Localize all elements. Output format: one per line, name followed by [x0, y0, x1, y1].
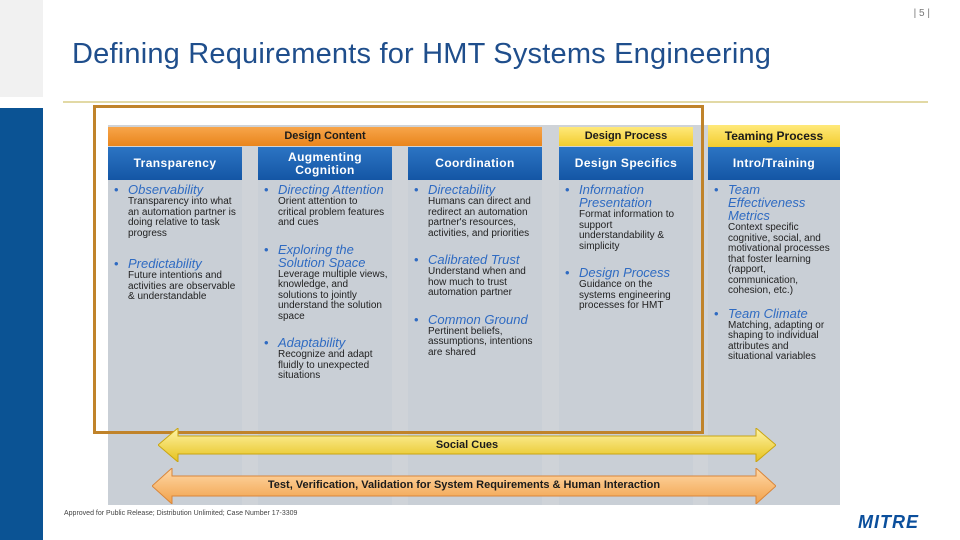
bullet-icon: •: [565, 265, 570, 280]
column-heading: Intro/Training: [708, 147, 840, 180]
item-title: Exploring the Solution Space: [278, 241, 366, 270]
item-title: Observability: [128, 182, 204, 197]
item-title: Adaptability: [278, 335, 346, 350]
item-description: Understand when and how much to trust automation partner: [428, 266, 526, 298]
header-design-process: Design Process: [559, 127, 693, 146]
bullet-icon: •: [264, 335, 269, 350]
bullet-icon: •: [414, 311, 419, 327]
design-content-highlight-box: [93, 105, 704, 434]
item-description: Orient attention to critical problem features and cues: [278, 196, 385, 228]
release-note: Approved for Public Release; Distribution Unlimited; Case Number 17-3309: [64, 510, 298, 517]
mitre-logo: MITRE: [858, 512, 919, 532]
column-heading: Augmenting Cognition: [258, 147, 392, 180]
bullet-icon: •: [264, 182, 269, 197]
sidebar-blue-bar: [0, 108, 43, 540]
title-divider: [63, 101, 928, 103]
item-title: Directability: [428, 182, 496, 197]
bullet-icon: •: [714, 305, 719, 321]
item-title: Predictability: [128, 256, 202, 271]
bullet-icon: •: [414, 182, 419, 197]
column-heading: Design Specifics: [559, 147, 693, 180]
social-cues-arrow: [158, 428, 776, 462]
bullet-icon: •: [565, 182, 570, 197]
item-description: Context specific cognitive, social, and motivational processes that foster learning (rapport, communication, cohesion, etc.): [728, 222, 830, 296]
item-description: Format information to support understandability & simplicity: [579, 209, 675, 252]
header-teaming-process: Teaming Process: [708, 125, 840, 147]
item-title: Common Ground: [428, 311, 528, 327]
sidebar-top-block: [0, 0, 43, 97]
item-description: Transparency into what an automation partner is doing relative to task progress: [128, 196, 236, 239]
item-title: Design Process: [579, 265, 671, 280]
item-title: Calibrated Trust: [428, 252, 520, 267]
bullet-icon: •: [714, 182, 719, 197]
social-cues-label: Social Cues: [435, 439, 499, 451]
item-title: Information Presentation: [579, 182, 652, 210]
item-description: Pertinent beliefs, assumptions, intentions are shared: [428, 325, 533, 358]
tvv-label: Test, Verification, Validation for System Requirements & Human Interaction: [267, 479, 661, 491]
item-title: Team Effectiveness Metrics: [728, 182, 806, 223]
column-heading: Transparency: [108, 147, 242, 180]
slide-title: Defining Requirements for HMT Systems Engineering: [72, 38, 772, 70]
item-description: Guidance on the systems engineering processes for HMT: [579, 279, 671, 311]
list-item: [714, 307, 836, 363]
list-item: [714, 183, 836, 297]
header-design-content: Design Content: [108, 127, 542, 146]
item-description: Matching, adapting or shaping to individual attributes and situational variables: [728, 319, 825, 362]
bullet-icon: •: [114, 182, 119, 197]
item-description: Recognize and adapt fluidly to unexpected situations: [278, 349, 373, 381]
item-title: Directing Attention: [278, 182, 384, 197]
bullet-icon: •: [114, 256, 119, 271]
bullet-icon: •: [414, 252, 419, 267]
item-title: Team Climate: [728, 305, 808, 321]
column-heading: Coordination: [408, 147, 542, 180]
bullet-icon: •: [264, 241, 269, 257]
item-description: Humans can direct and redirect an automation partner's resources, activities, and priorities: [428, 196, 531, 239]
item-description: Future intentions and activities are observable & understandable: [128, 270, 236, 302]
page-number: | 5 |: [913, 8, 930, 19]
tvv-arrow: [152, 468, 776, 504]
item-description: Leverage multiple views, knowledge, and solutions to jointly understand the solution space: [278, 268, 388, 322]
